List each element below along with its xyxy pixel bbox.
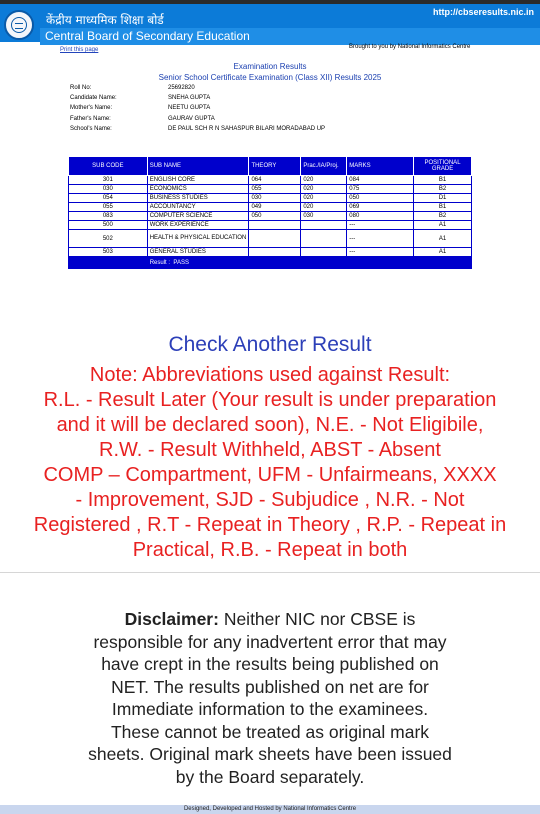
practical-cell: 020: [301, 194, 347, 203]
marks-cell: ---: [347, 221, 414, 230]
marks-cell: 084: [347, 176, 414, 185]
marks-table: [68, 156, 472, 269]
grade-cell: B2: [414, 185, 472, 194]
site-url[interactable]: http://cbseresults.nic.in: [432, 7, 534, 17]
header-marks: MARKS: [347, 157, 414, 176]
disclaimer: [0, 608, 540, 788]
note-line: Practical, R.B. - Repeat in both: [132, 539, 408, 561]
disclaimer-line: NET. The results published on net are for: [111, 676, 429, 697]
sub-name-cell: GENERAL STUDIES: [147, 248, 249, 257]
sub-code-cell: 083: [69, 212, 148, 221]
grade-cell: A1: [414, 230, 472, 248]
candidate-name-label: Candidate Name:: [70, 95, 117, 101]
marks-cell: 069: [347, 203, 414, 212]
practical-cell: [301, 230, 347, 248]
sub-code-cell: 055: [69, 203, 148, 212]
grade-cell: B2: [414, 212, 472, 221]
marks-cell: ---: [347, 230, 414, 248]
marks-cell: ---: [347, 248, 414, 257]
table-row: [69, 203, 472, 212]
marks-cell: 075: [347, 185, 414, 194]
school-name-value: DE PAUL SCH R N SAHASPUR BILARI MORADABAD UP: [168, 126, 326, 132]
note-line: - Improvement, SJD - Subjudice , N.R. - Not: [75, 489, 465, 511]
sub-name-cell: COMPUTER SCIENCE: [147, 212, 249, 221]
practical-cell: [301, 221, 347, 230]
note-line: and it will be declared soon), N.E. - Not Eligibile,: [56, 414, 484, 436]
sub-name-cell: BUSINESS STUDIES: [147, 194, 249, 203]
sub-name-cell: WORK EXPERIENCE: [147, 221, 249, 230]
theory-cell: 049: [249, 203, 301, 212]
marks-cell: 080: [347, 212, 414, 221]
grade-cell: A1: [414, 221, 472, 230]
note-line: Registered , R.T - Repeat in Theory , R.P. - Repeat in: [33, 514, 507, 536]
hindi-title: केंद्रीय माध्यमिक शिक्षा बोर्ड: [46, 13, 164, 27]
disclaimer-line: These cannot be treated as original mark: [110, 721, 430, 742]
table-row: [69, 230, 472, 248]
sub-name-cell: ECONOMICS: [147, 185, 249, 194]
header-sub-code: SUB CODE: [69, 157, 148, 176]
sub-code-cell: 503: [69, 248, 148, 257]
note-line: Note: Abbreviations used against Result:: [89, 364, 451, 386]
divider: [0, 572, 540, 573]
disclaimer-line: responsible for any inadvertent error that may: [93, 631, 447, 652]
mother-name-value: NEETU GUPTA: [168, 105, 211, 111]
note-line: COMP – Compartment, UFM - Unfairmeans, XXXX: [43, 464, 497, 486]
disclaimer-line: by the Board separately.: [175, 766, 365, 787]
cbse-logo-icon: [4, 10, 34, 40]
theory-cell: [249, 230, 301, 248]
roll-no-value: 25692820: [168, 85, 195, 91]
father-name-label: Father's Name:: [70, 116, 111, 122]
practical-cell: 020: [301, 176, 347, 185]
practical-cell: 030: [301, 212, 347, 221]
sub-code-cell: 054: [69, 194, 148, 203]
table-row: [69, 221, 472, 230]
theory-cell: 030: [249, 194, 301, 203]
brought-by-text: Brought to you by National Informatics Centre: [349, 44, 471, 50]
check-another-result-link[interactable]: Check Another Result: [168, 333, 372, 356]
table-row: [69, 176, 472, 185]
table-row: [69, 185, 472, 194]
note-line: R.W. - Result Withheld, ABST - Absent: [99, 439, 441, 461]
site-header: [0, 4, 540, 42]
sub-code-cell: 500: [69, 221, 148, 230]
disclaimer-text: Neither NIC nor CBSE is: [218, 609, 416, 629]
mother-name-label: Mother's Name:: [70, 105, 113, 111]
result-label: Result :: [149, 259, 171, 266]
footer: Designed, Developed and Hosted by National Informatics Centre: [0, 805, 540, 814]
sub-name-cell: ACCOUNTANCY: [147, 203, 249, 212]
print-link[interactable]: Print this page: [60, 47, 99, 53]
header-practical: Prac./IA/Proj.: [301, 157, 347, 176]
grade-cell: B1: [414, 203, 472, 212]
roll-no-label: Roll No:: [70, 85, 92, 91]
marks-cell: 050: [347, 194, 414, 203]
result-row: [69, 257, 472, 269]
sub-name-cell: HEALTH & PHYSICAL EDUCATION: [147, 230, 249, 248]
grade-cell: B1: [414, 176, 472, 185]
theory-cell: 055: [249, 185, 301, 194]
sub-code-cell: 030: [69, 185, 148, 194]
disclaimer-line: have crept in the results being published on: [101, 654, 439, 674]
theory-cell: [249, 221, 301, 230]
abbreviation-note: [0, 363, 540, 563]
candidate-name-value: SNEHA GUPTA: [168, 95, 211, 101]
exam-subtitle: Senior School Certificate Examination (Class XII) Results 2025: [158, 73, 382, 82]
header-theory: THEORY: [249, 157, 301, 176]
sub-code-cell: 502: [69, 230, 148, 248]
disclaimer-line: sheets. Original mark sheets have been issued: [88, 744, 452, 764]
result-spacer: [69, 257, 148, 269]
header-sub-name: SUB NAME: [147, 157, 249, 176]
grade-cell: A1: [414, 248, 472, 257]
disclaimer-first-line: [0, 608, 540, 631]
exam-title: Examination Results: [233, 62, 307, 71]
table-row: [69, 212, 472, 221]
result-cell: [147, 257, 471, 269]
practical-cell: 020: [301, 185, 347, 194]
note-line: R.L. - Result Later (Your result is under preparation: [43, 389, 497, 411]
practical-cell: 020: [301, 203, 347, 212]
school-name-label: School's Name:: [70, 126, 112, 132]
disclaimer-label: Disclaimer:: [124, 609, 219, 629]
grade-cell: D1: [414, 194, 472, 203]
practical-cell: [301, 248, 347, 257]
table-row: [69, 194, 472, 203]
theory-cell: 064: [249, 176, 301, 185]
table-row: [69, 248, 472, 257]
table-header-row: [69, 157, 472, 176]
father-name-value: GAURAV GUPTA: [168, 116, 215, 122]
theory-cell: 050: [249, 212, 301, 221]
english-title-bar: [40, 28, 540, 45]
sub-code-cell: 301: [69, 176, 148, 185]
result-value: PASS: [173, 259, 189, 266]
header-positional-grade: POSITIONAL GRADE: [414, 157, 472, 176]
theory-cell: [249, 248, 301, 257]
disclaimer-line: Immediate information to the examinees.: [111, 699, 429, 719]
english-title: Central Board of Secondary Education: [45, 29, 250, 43]
sub-name-cell: ENGLISH CORE: [147, 176, 249, 185]
